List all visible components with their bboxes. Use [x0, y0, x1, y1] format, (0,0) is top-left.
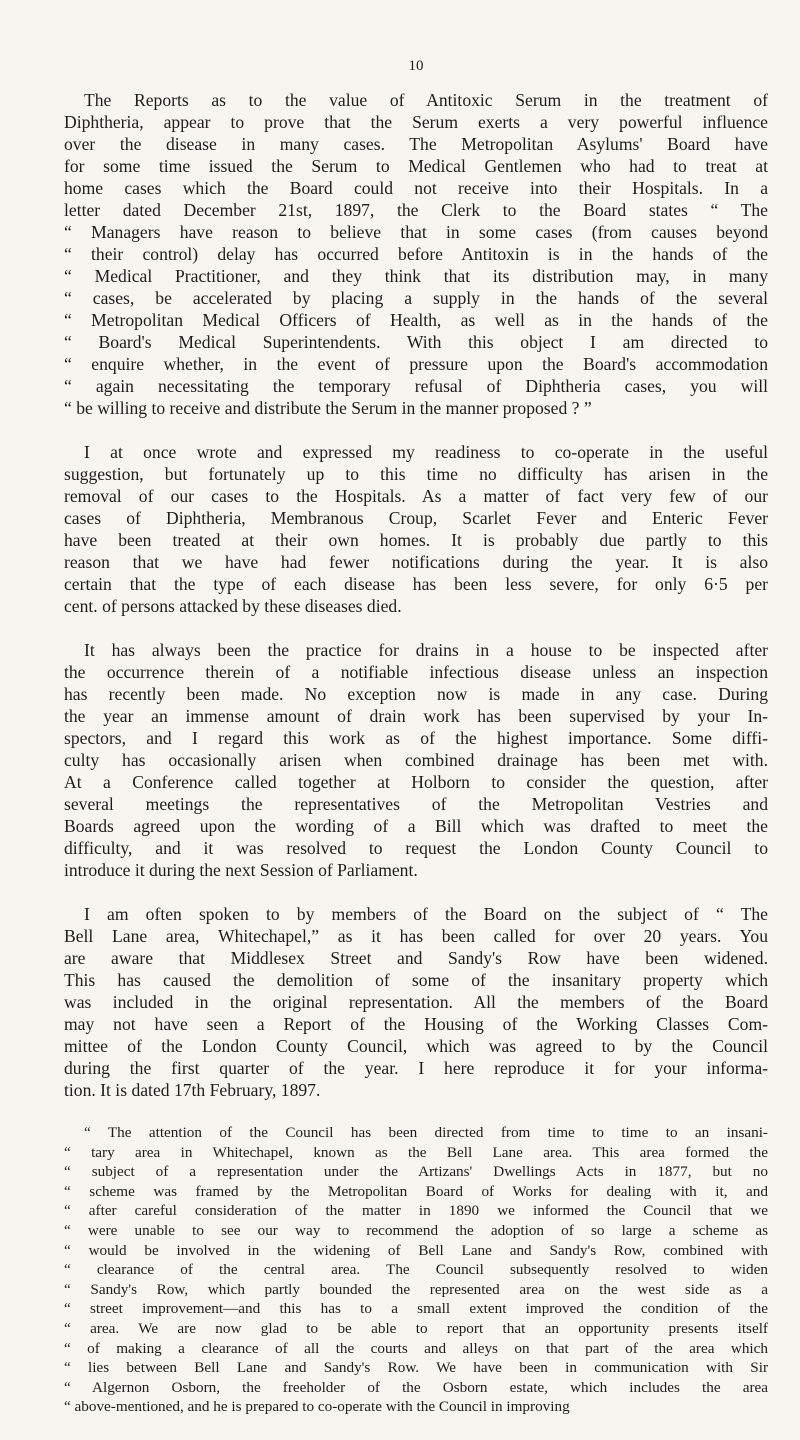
paragraph [64, 441, 768, 617]
text-line: cent. of persons attacked by these diseases died. [64, 596, 402, 616]
document-body [64, 89, 768, 1101]
quote-line: “ lies between Bell Lane and Sandy's Row. We have been in communication with Sir [64, 1359, 768, 1377]
quote-line: “ would be involved in the widening of Bell Lane and Sandy's Row, combined with [64, 1241, 768, 1259]
quote-line: “ subject of a representation under the Artizans' Dwellings Acts in 1877, but no [64, 1163, 768, 1181]
text-line: reason that we have had fewer notifications during the year. It is also [64, 552, 768, 572]
text-line: have been treated at their own homes. It is probably due partly to this [64, 530, 768, 550]
quote-line: “ tary area in Whitechapel, known as the Bell Lane area. This area formed the [64, 1143, 768, 1161]
quote-line: “ clearance of the central area. The Council subsequently resolved to widen [64, 1261, 768, 1279]
text-line: are aware that Middlesex Street and Sandy's Row have been widened. [64, 948, 768, 968]
text-line: “ their control) delay has occurred before Antitoxin is in the hands of the [64, 244, 768, 264]
text-line: “ be willing to receive and distribute the Serum in the manner proposed ? ” [64, 398, 592, 418]
text-line: over the disease in many cases. The Metropolitan Asylums' Board have [64, 134, 768, 154]
text-line: removal of our cases to the Hospitals. As a matter of fact very few of our [64, 486, 768, 506]
quote-line: “ after careful consideration of the matter in 1890 we informed the Council that we [64, 1202, 768, 1220]
text-line: the occurrence therein of a notifiable infectious disease unless an inspection [64, 662, 768, 682]
text-line: letter dated December 21st, 1897, the Clerk to the Board states “ The [64, 200, 768, 220]
paragraph [64, 639, 768, 881]
text-line: home cases which the Board could not receive into their Hospitals. In a [64, 178, 768, 198]
quote-line: “ of making a clearance of all the courts and alleys on that part of the area which [64, 1339, 768, 1357]
text-line: culty has occasionally arisen when combined drainage has been met with. [64, 750, 768, 770]
text-line: suggestion, but fortunately up to this time no difficulty has arisen in the [64, 464, 768, 484]
text-line: difficulty, and it was resolved to request the London County Council to [64, 838, 768, 858]
quote-line: “ scheme was framed by the Metropolitan Board of Works for dealing with it, and [64, 1182, 768, 1200]
text-line: “ Medical Practitioner, and they think that its distribution may, in many [64, 266, 768, 286]
text-line: Boards agreed upon the wording of a Bill which was drafted to meet the [64, 816, 768, 836]
text-line: I am often spoken to by members of the Board on the subject of “ The [84, 904, 768, 924]
text-line: “ Board's Medical Superintendents. With this object I am directed to [64, 332, 768, 352]
text-line: “ cases, be accelerated by placing a supply in the hands of the several [64, 288, 768, 308]
quote-line: “ street improvement—and this has to a small extent improved the condition of the [64, 1300, 768, 1318]
text-line: At a Conference called together at Holborn to consider the question, after [64, 772, 768, 792]
page-number: 10 [408, 58, 424, 74]
quote-line: “ were unable to see our way to recommend the adoption of so large a scheme as [64, 1221, 768, 1239]
quoted-report [64, 1123, 768, 1417]
text-line: during the first quarter of the year. I here reproduce it for your informa- [64, 1058, 768, 1078]
quote-line: “ Algernon Osborn, the freeholder of the Osborn estate, which includes the area [64, 1378, 768, 1396]
text-line: “ Metropolitan Medical Officers of Health, as well as in the hands of the [64, 310, 768, 330]
text-line: introduce it during the next Session of Parliament. [64, 860, 418, 880]
text-line: mittee of the London County Council, which was agreed to by the Council [64, 1036, 768, 1056]
text-line: several meetings the representatives of the Metropolitan Vestries and [64, 794, 768, 814]
paragraph [64, 89, 768, 419]
paragraph [64, 903, 768, 1101]
text-line: This has caused the demolition of some of the insanitary property which [64, 970, 768, 990]
text-line: the year an immense amount of drain work has been supervised by your In- [64, 706, 768, 726]
text-line: spectors, and I regard this work as of the highest importance. Some diffi- [64, 728, 768, 748]
text-line: cases of Diphtheria, Membranous Croup, Scarlet Fever and Enteric Fever [64, 508, 768, 528]
text-line: “ enquire whether, in the event of pressure upon the Board's accommodation [64, 354, 768, 374]
text-line: The Reports as to the value of Antitoxic Serum in the treatment of [84, 90, 768, 110]
quote-line: “ Sandy's Row, which partly bounded the represented area on the west side as a [64, 1280, 768, 1298]
text-line: I at once wrote and expressed my readiness to co-operate in the useful [84, 442, 768, 462]
text-line: Bell Lane area, Whitechapel,” as it has been called for over 20 years. You [64, 926, 768, 946]
text-line: certain that the type of each disease has been less severe, for only 6·5 per [64, 574, 768, 594]
text-line: has recently been made. No exception now is made in any case. During [64, 684, 768, 704]
text-line: for some time issued the Serum to Medical Gentlemen who had to treat at [64, 156, 768, 176]
quote-line: “ The attention of the Council has been directed from time to time to an insani- [84, 1124, 768, 1141]
text-line: may not have seen a Report of the Housing of the Working Classes Com- [64, 1014, 768, 1034]
quote-line: “ area. We are now glad to be able to report that an opportunity presents itself [64, 1319, 768, 1337]
text-line: “ again necessitating the temporary refusal of Diphtheria cases, you will [64, 376, 768, 396]
text-line: “ Managers have reason to believe that in some cases (from causes beyond [64, 222, 768, 242]
quote-line: “ above-mentioned, and he is prepared to co-operate with the Council in improving [64, 1398, 570, 1416]
text-line: It has always been the practice for drains in a house to be inspected after [84, 640, 768, 660]
text-line: tion. It is dated 17th February, 1897. [64, 1080, 321, 1100]
text-line: Diphtheria, appear to prove that the Serum exerts a very powerful influence [64, 112, 768, 132]
text-line: was included in the original representation. All the members of the Board [64, 992, 768, 1012]
